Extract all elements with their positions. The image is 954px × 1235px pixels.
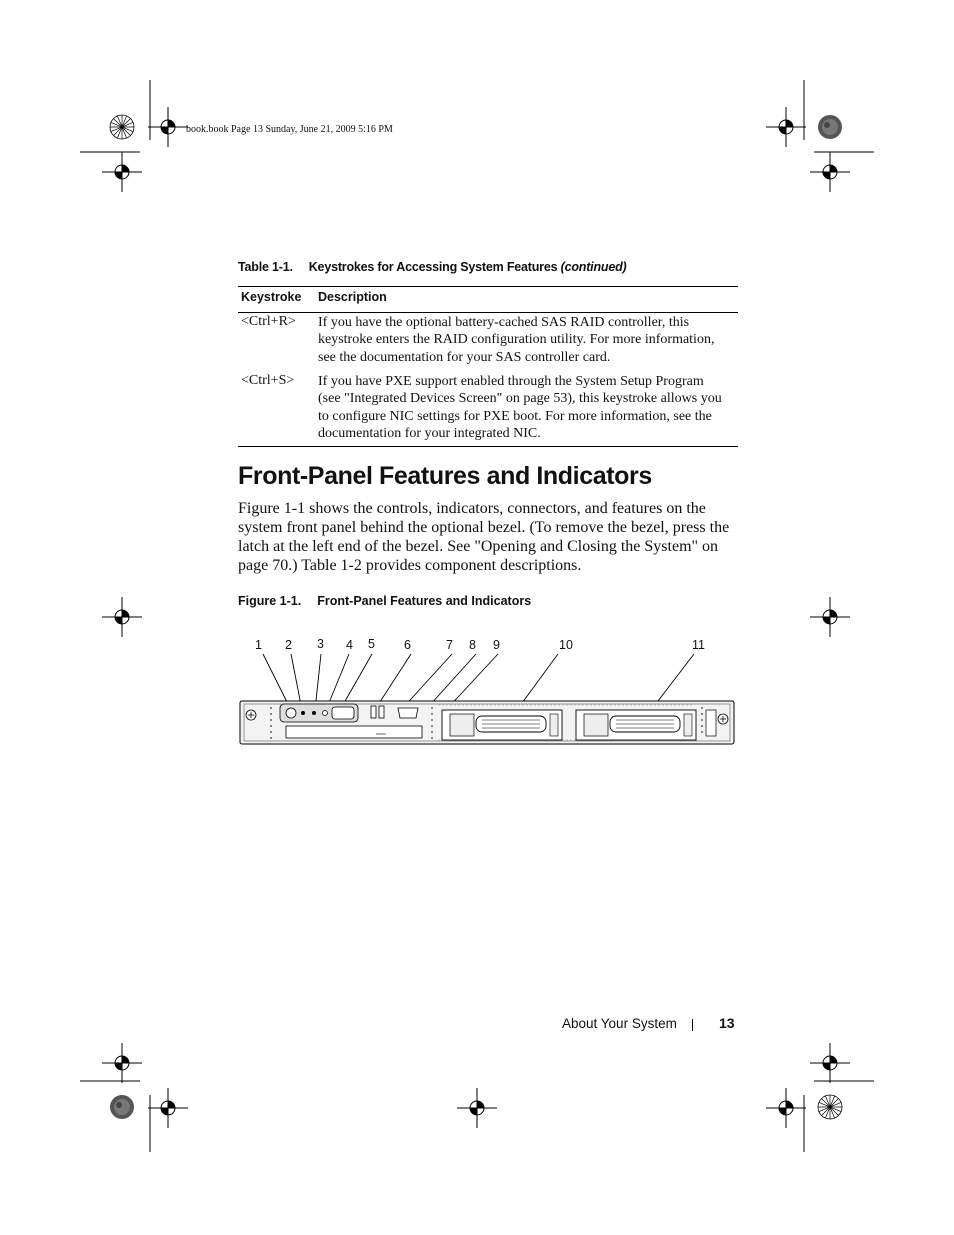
desc-line: keystroke enters the RAID configuration utility. For more information, bbox=[318, 332, 715, 348]
callout-8: 8 bbox=[469, 638, 476, 652]
table-caption bbox=[238, 260, 626, 274]
server-front-panel-illustration bbox=[236, 648, 738, 748]
callout-4: 4 bbox=[346, 638, 353, 652]
table-caption-suffix: (continued) bbox=[560, 260, 627, 274]
callout-6: 6 bbox=[404, 638, 411, 652]
table-top-rule bbox=[238, 286, 738, 287]
footer-separator bbox=[692, 1019, 693, 1031]
figure-caption-number: Figure 1-1. bbox=[238, 594, 302, 608]
table-header-description: Description bbox=[318, 290, 387, 304]
callout-5: 5 bbox=[368, 637, 375, 651]
table-caption-title: Keystrokes for Accessing System Features bbox=[308, 260, 558, 274]
paragraph-line: Figure 1-1 shows the controls, indicators, connectors, and features on the bbox=[238, 500, 706, 517]
table-header-keystroke: Keystroke bbox=[241, 290, 302, 304]
desc-line: documentation for your integrated NIC. bbox=[318, 425, 541, 441]
callout-3: 3 bbox=[317, 637, 324, 651]
desc-line: see the documentation for your SAS controller card. bbox=[318, 349, 611, 365]
callout-7: 7 bbox=[446, 638, 453, 652]
table-row-key: <Ctrl+R> bbox=[241, 314, 296, 329]
desc-line: to configure NIC settings for PXE boot. For more information, see the bbox=[318, 408, 712, 424]
section-heading: Front-Panel Features and Indicators bbox=[238, 462, 652, 490]
print-header-stamp: book.book Page 13 Sunday, June 21, 2009 5:16 PM bbox=[186, 124, 393, 135]
table-bottom-rule bbox=[238, 446, 738, 447]
callout-10: 10 bbox=[559, 638, 573, 652]
footer-section-title: About Your System bbox=[562, 1016, 677, 1031]
paragraph-line: page 70.) Table 1-2 provides component descriptions. bbox=[238, 557, 582, 574]
figure-caption bbox=[238, 594, 531, 608]
figure-caption-title: Front-Panel Features and Indicators bbox=[317, 594, 532, 608]
table-header-rule bbox=[238, 312, 738, 313]
desc-line: (see "Integrated Devices Screen" on page 53), this keystroke allows you bbox=[318, 391, 722, 407]
desc-line: If you have PXE support enabled through the System Setup Program bbox=[318, 374, 704, 389]
table-row-description bbox=[318, 314, 734, 366]
desc-line: If you have the optional battery-cached SAS RAID controller, this bbox=[318, 315, 690, 330]
callout-1: 1 bbox=[255, 638, 262, 652]
table-row-key: <Ctrl+S> bbox=[241, 373, 295, 388]
table-caption-number: Table 1-1. bbox=[238, 260, 293, 274]
callout-2: 2 bbox=[285, 638, 292, 652]
table-row-description bbox=[318, 373, 734, 442]
paragraph-line: latch at the left end of the bezel. See "Opening and Closing the System" on bbox=[238, 538, 719, 555]
page-number: 13 bbox=[719, 1015, 735, 1031]
paragraph-line: system front panel behind the optional bezel. (To remove the bezel, press the bbox=[238, 519, 730, 536]
section-paragraph bbox=[238, 499, 738, 575]
callout-9: 9 bbox=[493, 638, 500, 652]
callout-11: 11 bbox=[692, 638, 705, 652]
